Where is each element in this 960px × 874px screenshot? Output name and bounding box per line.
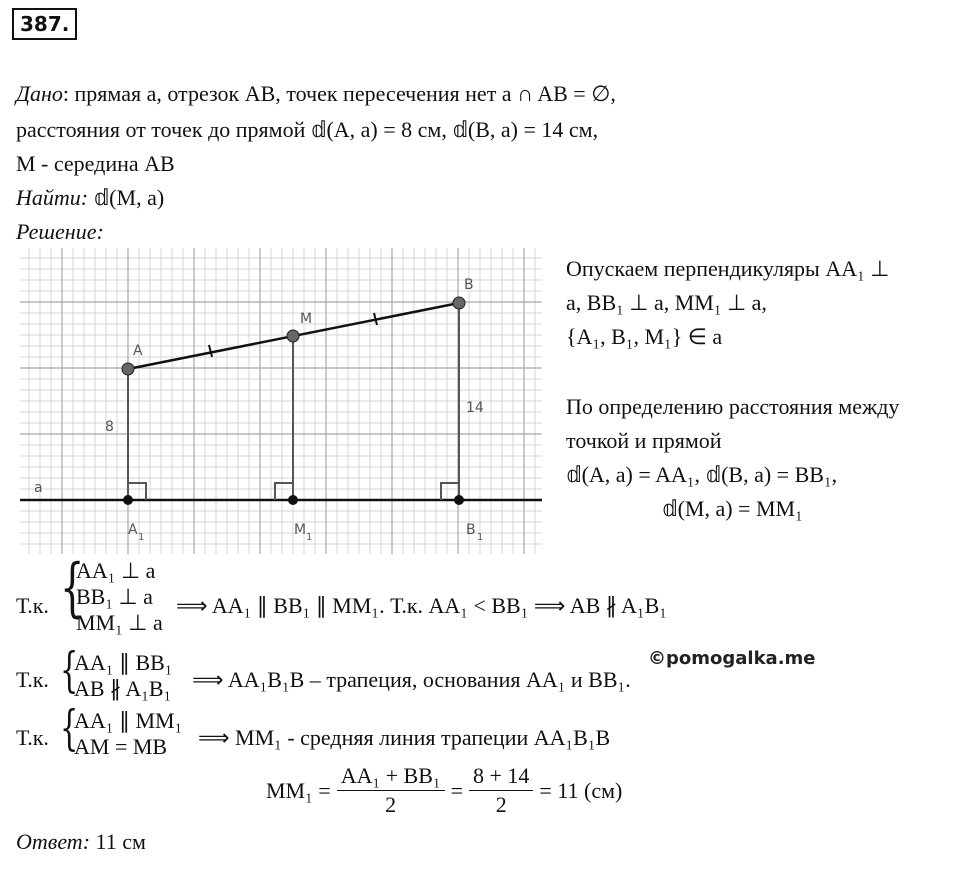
given-line-2: расстояния от точек до прямой 𝕕(A, a) = 8 см, 𝕕(B, a) = 14 см, [16,117,599,142]
given-line-1 [16,80,616,108]
label-b1-sub: 1 [477,532,484,543]
point-m1 [288,495,298,505]
find-value: 𝕕(M, a) [88,185,165,210]
label-length-14: 14 [466,400,484,416]
formula-lhs: MM₁ = [266,777,331,803]
label-m1: M [294,522,307,538]
answer-label: Ответ: [16,829,91,854]
fraction-2-denominator: 2 [495,792,507,817]
fraction-1-denominator: 2 [385,792,397,817]
label-a1-sub: 1 [138,532,145,543]
step3-conditions [74,708,182,760]
right-text-4: По определению расстояния между [566,394,900,419]
label-m: M [300,311,313,327]
step2-cond-1: AA₁ ∥ BB₁ [74,650,173,675]
step1-conditions [76,558,163,636]
step2-conclusion: ⟹ AA₁B₁B – трапеция, основания AA₁ и BB₁. [192,667,631,692]
given-text-1: : прямая a, отрезок AB, точек пересечения нет a ∩ AB = ∅, [62,81,616,106]
label-line-a: a [34,480,43,496]
given-line-3: M - середина AB [16,151,175,176]
step1-cond-2: BB₁ ⊥ a [76,584,153,609]
right-text-1: Опускаем перпендикуляры AA₁ ⊥ [566,256,890,281]
step3-prefix: Т.к. [16,725,49,750]
formula-line [266,762,622,819]
label-length-8: 8 [105,419,114,435]
right-text-7: 𝕕(M, a) = MM₁ [662,496,803,521]
problem-number: 387. [12,8,77,40]
given-label: Дано [16,81,63,106]
fraction-1-numerator: AA₁ + BB₁ [337,762,445,791]
answer-line [16,828,146,856]
step3-conclusion: ⟹ MM₁ - средняя линия трапеции AA₁B₁B [198,725,611,750]
grid-minor [20,248,542,554]
find-line [16,184,164,212]
label-a1: A [128,522,138,538]
solution-label: Решение: [16,219,104,244]
fraction-1 [337,762,445,819]
step1-prefix: Т.к. [16,593,49,618]
step1-cond-3: MM₁ ⊥ a [76,610,163,635]
fraction-2 [469,762,533,819]
fraction-2-numerator: 8 + 14 [469,762,533,791]
right-text-2: a, BB₁ ⊥ a, MM₁ ⊥ a, [566,290,767,315]
step3-cond-1: AA₁ ∥ MM₁ [74,708,183,733]
step3-brace: { [60,700,79,756]
tick-mark-am [209,345,212,357]
find-label: Найти: [16,185,89,210]
point-a [122,363,134,375]
right-text-5: точкой и прямой [566,428,722,453]
formula-equals: = [450,777,463,803]
point-b [453,297,465,309]
step1-brace: { [60,551,85,625]
step2-conditions [74,650,172,702]
step2-brace: { [60,642,79,698]
step2-cond-2: AB ∦ A₁B₁ [74,676,172,701]
formula-result: = 11 (см) [539,777,623,803]
point-m [287,330,299,342]
label-b1: B [466,522,476,538]
label-m1-sub: 1 [306,532,313,543]
step2-prefix: Т.к. [16,667,49,692]
point-b1 [454,495,464,505]
right-text-3: {A₁, B₁, M₁} ∈ a [566,324,723,349]
point-a1 [123,495,133,505]
label-b: B [464,277,474,293]
step1-cond-1: AA₁ ⊥ a [76,558,156,583]
step1-conclusion: ⟹ AA₁ ∥ BB₁ ∥ MM₁. Т.к. AA₁ < BB₁ ⟹ AB ∦ A₁B₁ [176,593,667,618]
step3-cond-2: AM = MB [74,734,168,759]
geometry-figure [20,248,542,554]
right-text-6: 𝕕(A, a) = AA₁, 𝕕(B, a) = BB₁, [566,462,838,487]
answer-value: 11 см [90,829,146,854]
label-a: A [133,343,143,359]
watermark: ©pomogalka.me [648,648,816,669]
